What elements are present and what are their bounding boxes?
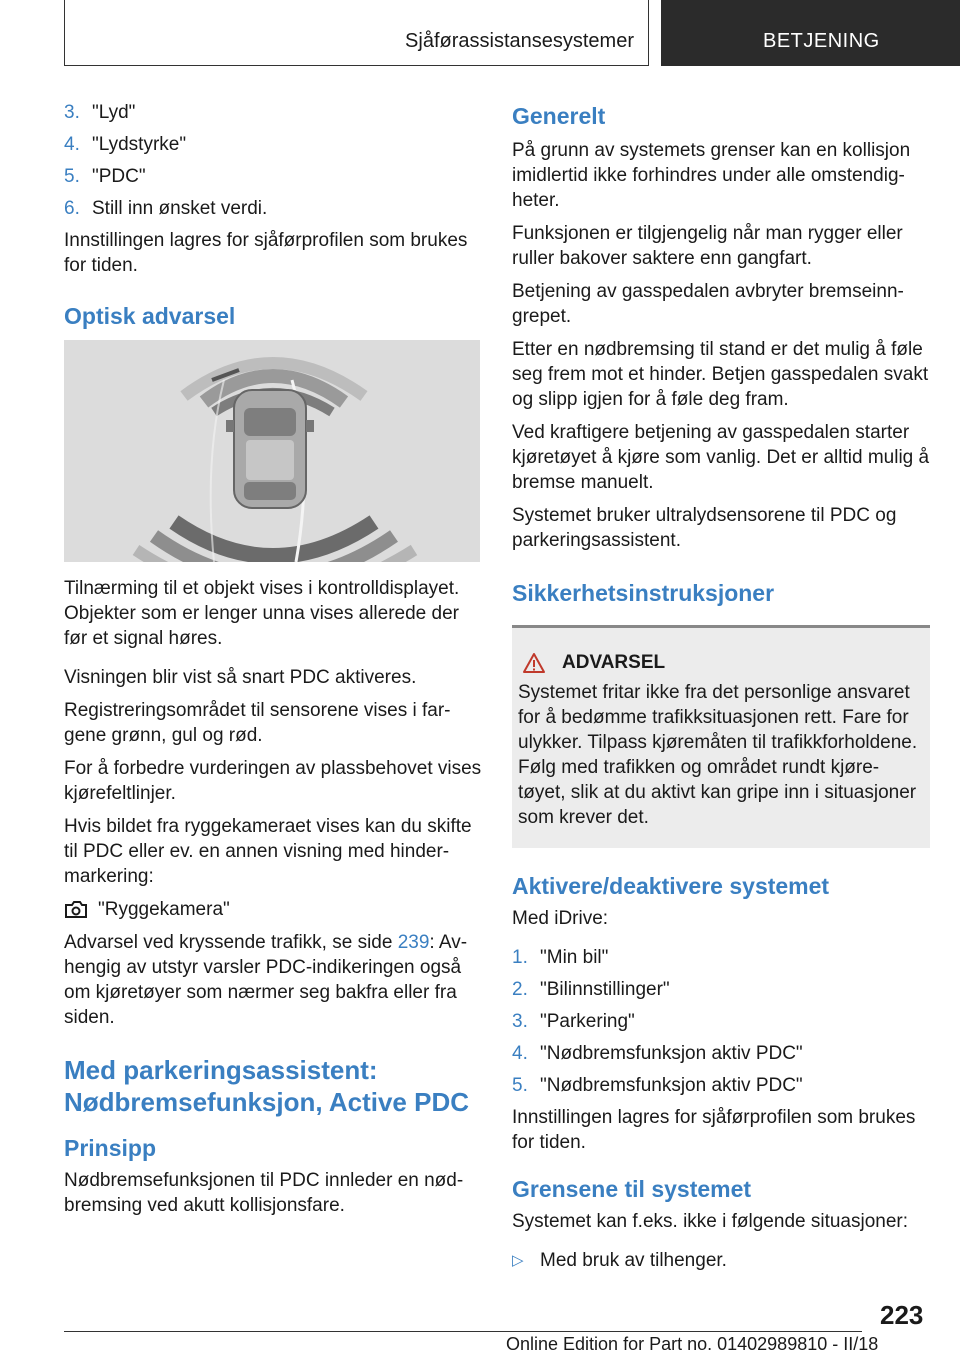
heading-aktivere: Aktivere/deaktivere systemet	[512, 873, 830, 899]
warning-title: ADVARSEL	[562, 652, 666, 673]
header-chapter-box	[661, 0, 960, 66]
paragraph-stronger-throttle: Ved kraftigere betjening av gasspedalen starter kjøretøyet å kjøre som vanlig. Det er alltid mulig å bremse manuelt.	[512, 422, 930, 493]
right-column	[512, 100, 930, 1280]
paragraph-collision: På grunn av systemets grenser kan en kollisjon imidlertid ikke forhindres under alle omstendig-heter.	[512, 140, 911, 211]
pdc-car-sensor-image	[64, 340, 480, 562]
warning-triangle-icon	[522, 652, 546, 674]
list-item: 3. "Lyd"	[64, 102, 136, 123]
hand-pointer-icon	[0, 0, 26, 30]
footer-divider	[64, 1331, 862, 1332]
paragraph-lane: For å forbedre vurderingen av plassbehovet vises kjørefeltlinjer.	[64, 758, 482, 804]
header-section-box	[64, 0, 649, 66]
paragraph-display: Visningen blir vist så snart PDC aktiveres.	[64, 667, 417, 688]
list-item: 4. "Lydstyrke"	[64, 134, 187, 155]
page-link-239[interactable]: 239	[397, 932, 430, 953]
heading-generelt: Generelt	[512, 103, 606, 129]
left-column	[64, 100, 482, 1226]
paragraph-grenser: Systemet kan f.eks. ikke i følgende situasjoner:	[512, 1211, 909, 1232]
paragraph-throttle: Betjening av gasspedalen avbryter bremseinn-grepet.	[512, 281, 904, 327]
list-item: 5. "PDC"	[64, 166, 146, 187]
list-item: 3. "Parkering"	[512, 1011, 635, 1032]
paragraph-approach: Tilnærming til et objekt vises i kontrolldisplayet. Objekter som er lenger unna vises allerede der før et signal høres.	[64, 578, 460, 649]
heading-optisk-advarsel: Optisk advarsel	[64, 303, 236, 329]
paragraph-availability: Funksjonen er tilgjengelig når man rygger eller ruller bakover saktere enn gangfart.	[512, 223, 903, 269]
heading-sikkerhet: Sikkerhetsinstruksjoner	[512, 580, 775, 606]
header-section-title: Sjåførassistansesystemer	[405, 30, 634, 52]
warning-box	[512, 625, 930, 848]
list-item: 6. Still inn ønsket verdi.	[64, 198, 268, 219]
paragraph-saved: Innstillingen lagres for sjåførprofilen som brukes for tiden.	[64, 230, 468, 276]
paragraph-cross-traffic: Advarsel ved kryssende trafikk, se side 239: Av-hengig av utstyr varsler PDC-indikeringen også om kjøretøyer som nærmer seg bakfra eller fra siden.	[64, 932, 468, 1028]
warning-header	[522, 652, 922, 674]
steps-list-sound	[64, 100, 482, 221]
heading-parking-assistant: Med parkeringsassistent: Nødbremsefunksjon, Active PDC	[64, 1055, 470, 1117]
list-item: 1. "Min bil"	[512, 947, 609, 968]
heading-grenser: Grensene til systemet	[512, 1176, 752, 1202]
paragraph-camera: Hvis bildet fra ryggekameraet vises kan du skifte til PDC eller ev. en annen visning med hinder-markering:	[64, 816, 472, 887]
header-chapter-title: BETJENING	[763, 30, 880, 52]
paragraph-sensors: Systemet bruker ultralydsensorene til PDC og parkeringsassistent.	[512, 505, 897, 551]
paragraph-prinsipp: Nødbremsefunksjonen til PDC innleder en nød-bremsing ved akutt kollisjonsfare.	[64, 1170, 464, 1216]
heading-prinsipp: Prinsipp	[64, 1135, 157, 1161]
rear-camera-icon	[64, 899, 88, 921]
footer-edition: Online Edition for Part no. 01402989810 - II/18	[506, 1334, 879, 1354]
paragraph-after-brake: Etter en nødbremsing til stand er det mulig å føle seg frem mot et hinder. Betjen gasspedalen svakt og slipp igjen for å føle deg fram.	[512, 339, 929, 410]
bullet-triangle-icon: ▷	[512, 1252, 524, 1269]
camera-row	[64, 897, 482, 922]
list-item: ▷ Med bruk av tilhenger.	[512, 1250, 727, 1271]
paragraph-idrive: Med iDrive:	[512, 908, 609, 929]
camera-label: "Ryggekamera"	[98, 899, 230, 920]
page-number: 223	[880, 1300, 924, 1330]
warning-text: Systemet fritar ikke fra det personlige ansvaret for å bedømme trafikksituasjonen rett. Fare for ulykker. Tilpass kjøremåten til trafikkforholdene. Følg med trafikken og området rundt kjøre-tøyet, slik at du aktivt kan gripe inn i situasjoner som krever det.	[518, 682, 918, 828]
paragraph-saved-right: Innstillingen lagres for sjåførprofilen som brukes for tiden.	[512, 1107, 916, 1153]
list-item: 5. "Nødbremsfunksjon aktiv PDC"	[512, 1075, 803, 1096]
list-item: 4. "Nødbremsfunksjon aktiv PDC"	[512, 1043, 803, 1064]
steps-list-activate	[512, 945, 930, 1098]
list-item: 2. "Bilinnstillinger"	[512, 979, 670, 1000]
pdc-display-illustration	[64, 340, 480, 562]
paragraph-area: Registreringsområdet til sensorene vises i far-gene grønn, gul og rød.	[64, 700, 451, 746]
